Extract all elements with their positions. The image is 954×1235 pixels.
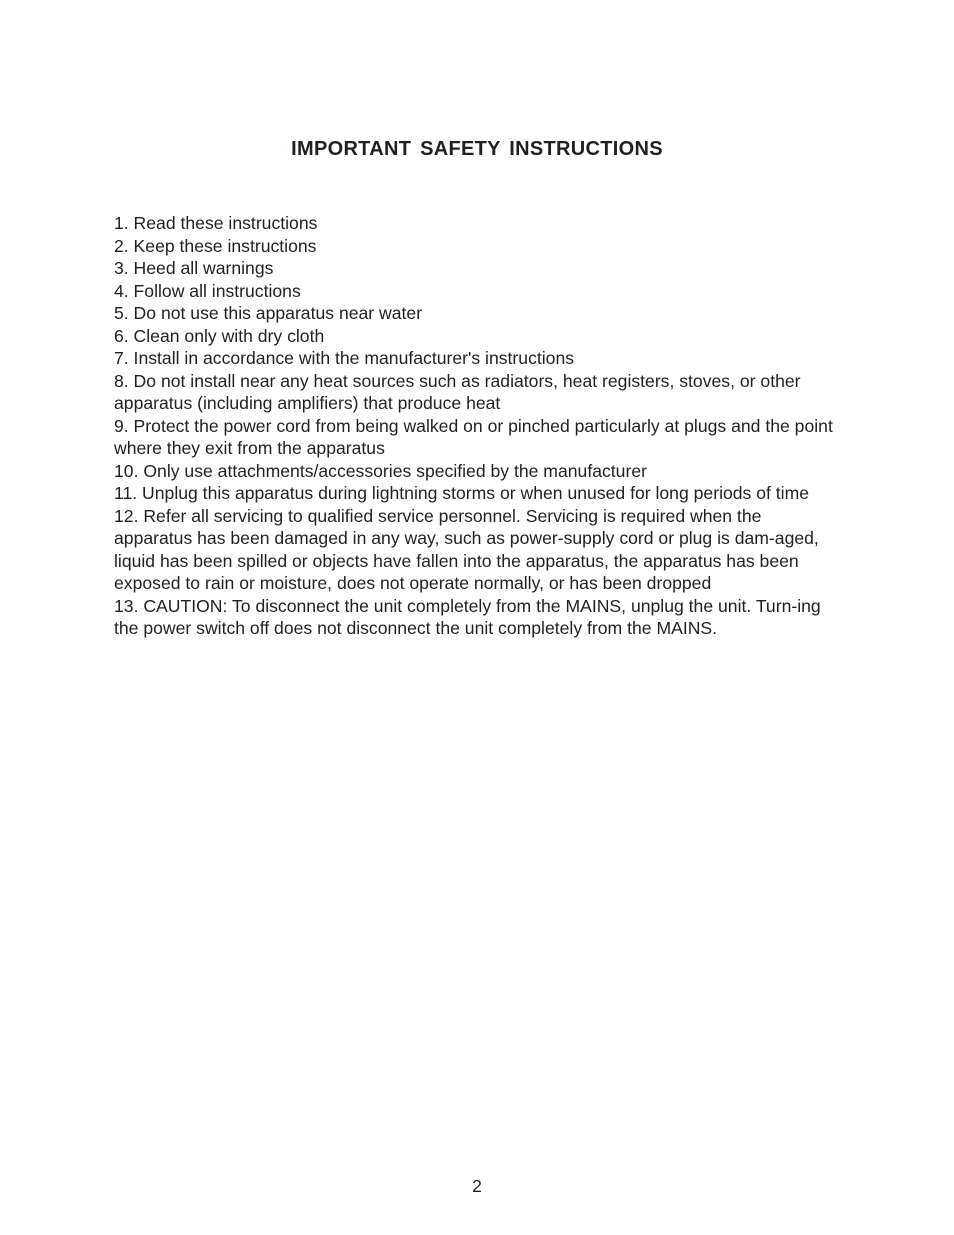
list-item: 2. Keep these instructions xyxy=(114,235,317,256)
list-item: 10. Only use attachments/accessories specified by the manufacturer xyxy=(114,460,647,481)
list-item: 6. Clean only with dry cloth xyxy=(114,325,325,346)
list-item: 4. Follow all instructions xyxy=(114,280,301,301)
list-item: 7. Install in accordance with the manufacturer's instructions xyxy=(114,348,575,368)
page-title: IMPORTANT SAFETY INSTRUCTIONS xyxy=(291,138,663,160)
list-item: 11. Unplug this apparatus during lightning storms or when unused for long periods of time xyxy=(114,483,810,503)
list-item: 5. Do not use this apparatus near water xyxy=(114,303,423,323)
list-item: 13. CAUTION: To disconnect the unit completely from the MAINS, unplug the unit. Turn-ing the power switch off does not disconnect the unit completely from the MAINS. xyxy=(114,595,821,638)
list-item: 9. Protect the power cord from being walked on or pinched particularly at plugs and the point where they exit from the apparatus xyxy=(114,415,833,458)
page-number: 2 xyxy=(472,1176,482,1196)
list-item: 12. Refer all servicing to qualified service personnel. Servicing is required when the apparatus has been damaged in any way, such as power-supply cord or plug is dam-aged, liquid has been spilled or objects have fallen into the apparatus, the apparatus has been exposed to rain or moisture, does not operate normally, or has been dropped xyxy=(114,505,819,593)
list-item: 8. Do not install near any heat sources such as radiators, heat registers, stoves, or other apparatus (including amplifiers) that produce heat xyxy=(114,370,801,413)
list-item: 1. Read these instructions xyxy=(114,213,318,233)
list-item: 3. Heed all warnings xyxy=(114,258,274,278)
safety-instructions-list xyxy=(114,212,840,640)
